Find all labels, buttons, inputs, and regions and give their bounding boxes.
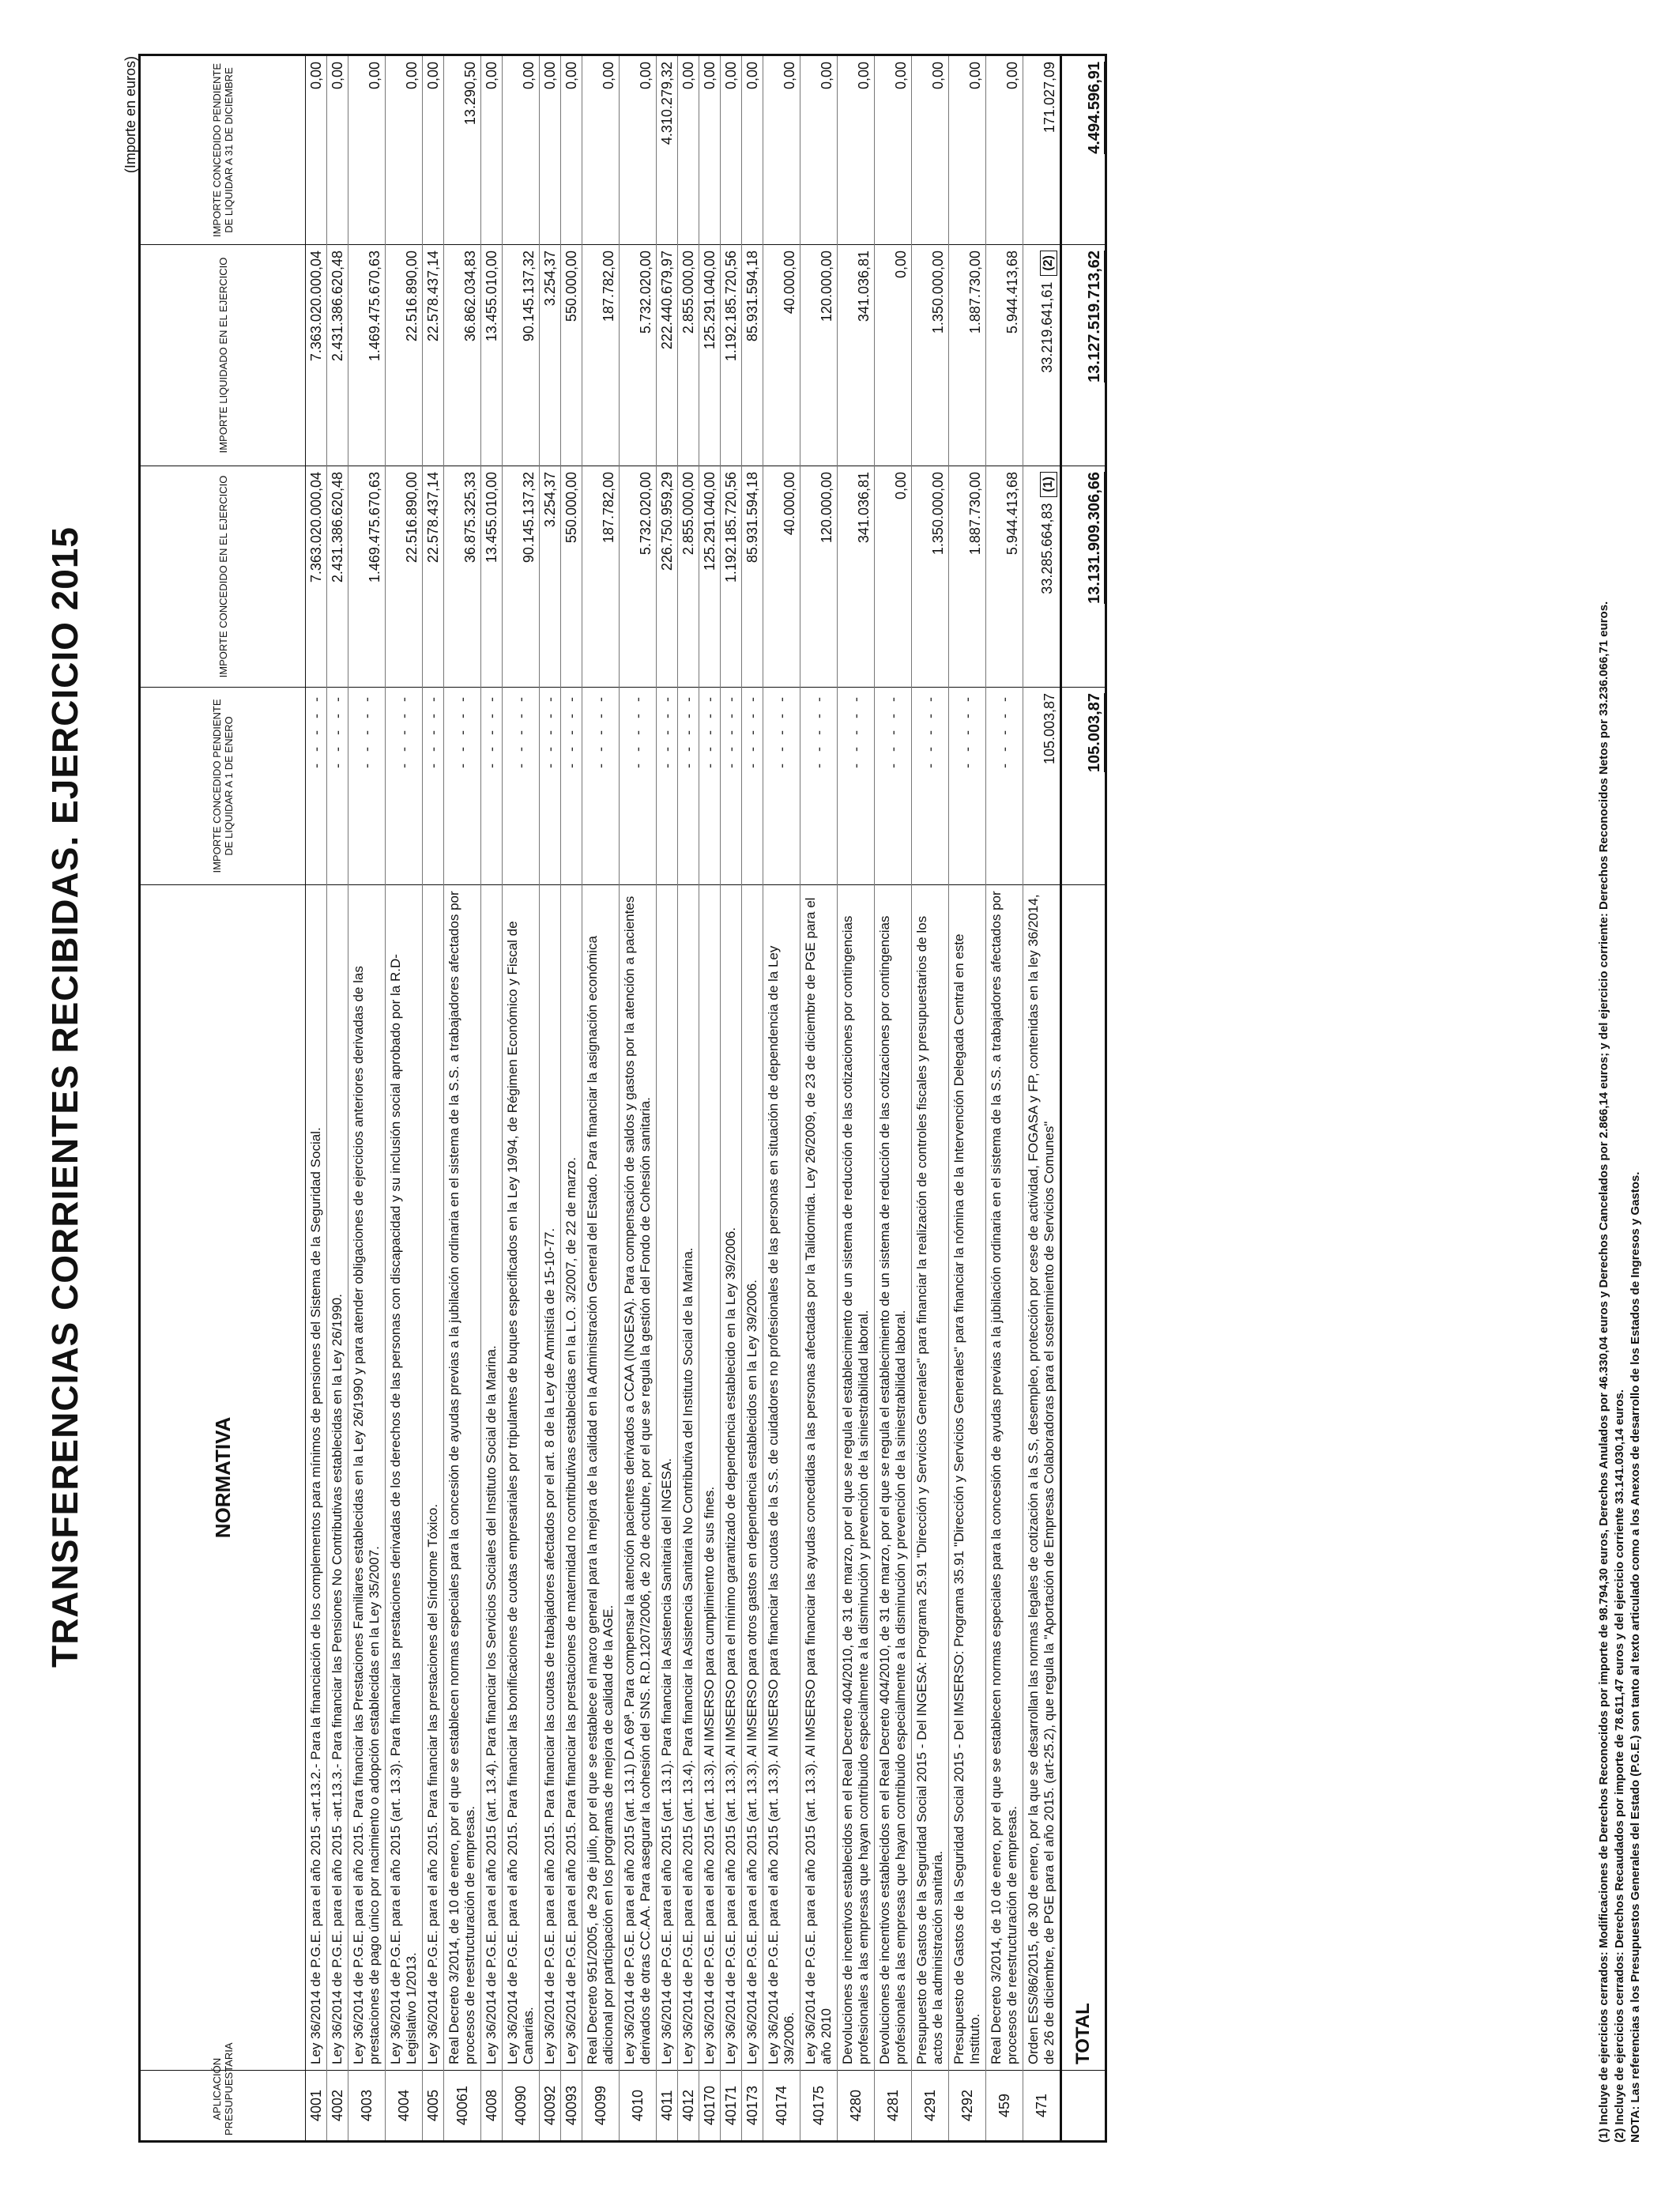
row-pendiente-dic: 0,00 — [386, 55, 423, 245]
table-row — [561, 55, 582, 2142]
row-code: 40092 — [540, 2071, 561, 2142]
row-pendiente-dic: 0,00 — [327, 55, 348, 245]
page-title: TRANSFERENCIAS CORRIENTES RECIBIDAS. EJERCICIO 2015 — [44, 526, 85, 1668]
row-pendiente-enero: - - - - - — [481, 688, 503, 885]
row-pendiente-dic: 0,00 — [742, 55, 763, 245]
row-pendiente-dic: 0,00 — [582, 55, 620, 245]
table-row — [838, 55, 875, 2142]
header-normativa: NORMATIVA — [140, 885, 306, 2071]
row-liquidado: 90.145.137,32 — [503, 245, 540, 466]
row-liquidado: 1.469.475.670,63 — [348, 245, 386, 466]
row-liquidado: 125.291.040,00 — [699, 245, 721, 466]
row-concedido: 7.363.020.000,04 — [306, 466, 327, 688]
row-pendiente-enero: 105.003,87 — [1023, 688, 1061, 885]
row-concedido: 36.875.325,33 — [444, 466, 481, 688]
row-pendiente-dic: 0,00 — [306, 55, 327, 245]
row-code: 4003 — [348, 2071, 386, 2142]
row-pendiente-dic: 0,00 — [763, 55, 800, 245]
table-row — [348, 55, 386, 2142]
row-liquidado: 36.862.034,83 — [444, 245, 481, 466]
table-row — [699, 55, 721, 2142]
row-liquidado: 22.578.437,14 — [423, 245, 444, 466]
row-concedido: 3.254,37 — [540, 466, 561, 688]
row-concedido: 1.469.475.670,63 — [348, 466, 386, 688]
row-normativa: Ley 36/2014 de P.G.E. para el año 2015 (art. 13.3). Al IMSERSO para otros gastos en dependencia establecidos en la Ley 39/2006. — [742, 885, 763, 2071]
total-concedido: 13.131.909.306,66 — [1061, 466, 1106, 688]
row-liquidado: 550.000,00 — [561, 245, 582, 466]
row-concedido: 85.931.594,18 — [742, 466, 763, 688]
row-normativa: Ley 36/2014 de P.G.E. para el año 2015. Para financiar las bonificaciones de cuotas empresariales por tripulantes de buques especificados en la Ley 19/94, de Régimen Económico y Fiscal de Canarias. — [503, 885, 540, 2071]
row-pendiente-enero: - - - - - — [582, 688, 620, 885]
row-pendiente-enero: - - - - - — [742, 688, 763, 885]
row-pendiente-enero: - - - - - — [763, 688, 800, 885]
row-pendiente-enero: - - - - - — [561, 688, 582, 885]
row-pendiente-enero: - - - - - — [800, 688, 838, 885]
row-pendiente-enero: - - - - - — [912, 688, 949, 885]
header-concedido: IMPORTE CONCEDIDO EN EL EJERCICIO — [140, 466, 306, 688]
row-liquidado: 2.431.386.620,48 — [327, 245, 348, 466]
row-code: 459 — [986, 2071, 1023, 2142]
total-enero: 105.003,87 — [1061, 688, 1106, 885]
row-code: 4004 — [386, 2071, 423, 2142]
total-label: TOTAL — [1061, 885, 1106, 2071]
row-liquidado: 341.036,81 — [838, 245, 875, 466]
row-code: 4002 — [327, 2071, 348, 2142]
table-row — [986, 55, 1023, 2142]
row-pendiente-enero: - - - - - — [699, 688, 721, 885]
row-pendiente-enero: - - - - - — [678, 688, 699, 885]
row-code: 40171 — [721, 2071, 742, 2142]
row-concedido: 5.732.020,00 — [620, 466, 657, 688]
table-row — [657, 55, 678, 2142]
table-row — [386, 55, 423, 2142]
row-code: 40093 — [561, 2071, 582, 2142]
header-aplicacion: APLICACIÓN PRESUPUESTARIA — [140, 2071, 306, 2142]
row-normativa: Ley 36/2014 de P.G.E. para el año 2015 -art.13.3.- Para financiar las Pensiones No Contributivas establecidas en la Ley 26/1990. — [327, 885, 348, 2071]
table-row — [582, 55, 620, 2142]
row-pendiente-dic: 4.310.279,32 — [657, 55, 678, 245]
row-pendiente-dic: 0,00 — [912, 55, 949, 245]
row-concedido: 13.455.010,00 — [481, 466, 503, 688]
row-pendiente-enero: - - - - - — [327, 688, 348, 885]
row-code: 40099 — [582, 2071, 620, 2142]
table-row — [800, 55, 838, 2142]
row-code: 40174 — [763, 2071, 800, 2142]
row-liquidado: 2.855.000,00 — [678, 245, 699, 466]
row-code: 4008 — [481, 2071, 503, 2142]
row-concedido: 1.887.730,00 — [949, 466, 986, 688]
footnote-mark-2: (2) — [1040, 251, 1057, 276]
row-concedido: 125.291.040,00 — [699, 466, 721, 688]
table-row — [327, 55, 348, 2142]
row-normativa: Orden ESS/86/2015, de 30 de enero, por la que se desarrollan las normas legales de cotización a la S.S, desempleo, protección por cese de actividad, FOGASA y FP, contenidas en la ley 36/2014, de 26 de diciembre, de PGE para el año 2015. (art-25.2), que regula la "Aportación de Empresas Colaboradoras para el sostenimiento de Servicios Comunes" — [1023, 885, 1061, 2071]
row-normativa: Real Decreto 3/2014, de 10 de enero, por el que se establecen normas especiales para la concesión de ayudas previas a la jubilación ordinaria en el sistema de la S.S. a trabajadores afectados por procesos de reestructuración de empresas. — [444, 885, 481, 2071]
row-code: 471 — [1023, 2071, 1061, 2142]
total-dic: 4.494.596,91 — [1061, 55, 1106, 245]
row-pendiente-enero: - - - - - — [348, 688, 386, 885]
row-code: 4010 — [620, 2071, 657, 2142]
total-row — [1061, 55, 1106, 2142]
row-normativa: Ley 36/2014 de P.G.E. para el año 2015 (art. 13.1) D.A 69ª. Para compensar la atención pacientes derivados a CCAA (INGESA). Para compensación de saldos y gastos por la atención a pacientes derivados de otras CC.AA. Para asegurar la cohesión del SNS. R.D.1207/2006, de 20 de octubre, por el que se regula la gestión del Fondo de Cohesión sanitaria. — [620, 885, 657, 2071]
row-concedido: 2.431.386.620,48 — [327, 466, 348, 688]
table-row — [503, 55, 540, 2142]
row-liquidado: 5.944.413,68 — [986, 245, 1023, 466]
row-concedido: 0,00 — [875, 466, 912, 688]
row-pendiente-enero: - - - - - — [540, 688, 561, 885]
row-pendiente-dic: 171.027,09 — [1023, 55, 1061, 245]
row-normativa: Devoluciones de incentivos establecidos en el Real Decreto 404/2010, de 31 de marzo, por el que se regula el establecimiento de un sistema de reducción de las cotizaciones por contingencias profesionales a las empresas que hayan contribuido especialmente a la disminución y prevención de la siniestrabilidad laboral. — [838, 885, 875, 2071]
row-pendiente-dic: 0,00 — [678, 55, 699, 245]
table-row — [540, 55, 561, 2142]
row-code: 4280 — [838, 2071, 875, 2142]
row-concedido: 226.750.959,29 — [657, 466, 678, 688]
row-concedido: 2.855.000,00 — [678, 466, 699, 688]
footnotes — [1596, 56, 1644, 2143]
row-concedido: 40.000,00 — [763, 466, 800, 688]
row-pendiente-dic: 0,00 — [620, 55, 657, 245]
row-liquidado: 40.000,00 — [763, 245, 800, 466]
row-liquidado: 5.732.020,00 — [620, 245, 657, 466]
row-concedido: 1.192.185.720,56 — [721, 466, 742, 688]
row-concedido: 120.000,00 — [800, 466, 838, 688]
row-normativa: Ley 36/2014 de P.G.E. para el año 2015. Para financiar las Prestaciones Familiares establecidas en la Ley 26/1990 y para atender obligaciones de ejercicios anteriores derivadas de las prestaciones de pago único por nacimiento o adopción establecidas en la Ley 35/2007. — [348, 885, 386, 2071]
row-normativa: Ley 36/2014 de P.G.E. para el año 2015 (art. 13.4). Para financiar los Servicios Sociales del Instituto Social de la Marina. — [481, 885, 503, 2071]
footnote-1: (1) Incluye de ejercicios cerrados: Modificaciones de Derechos Reconocidos por importe de 98.794,30 euros, Derechos Anulados por 46.330,04 euros y Derechos Cancelados por 2.866,14 euros; y del ejercicio corriente: Derechos Reconocidos Netos por 33.236.066,71 euros. — [1597, 601, 1610, 2143]
row-concedido: 5.944.413,68 — [986, 466, 1023, 688]
transfers-table — [138, 54, 1107, 2143]
row-code: 4005 — [423, 2071, 444, 2142]
row-pendiente-dic: 13.290,50 — [444, 55, 481, 245]
row-liquidado: 22.516.890,00 — [386, 245, 423, 466]
row-pendiente-dic: 0,00 — [561, 55, 582, 245]
header-pendiente-enero: IMPORTE CONCEDIDO PENDIENTE DE LIQUIDAR A 1 DE ENERO — [140, 688, 306, 885]
row-concedido: 550.000,00 — [561, 466, 582, 688]
row-pendiente-enero: - - - - - — [986, 688, 1023, 885]
row-pendiente-enero: - - - - - — [949, 688, 986, 885]
table-row — [949, 55, 986, 2142]
row-concedido: 1.350.000,00 — [912, 466, 949, 688]
row-pendiente-dic: 0,00 — [699, 55, 721, 245]
row-code: 4292 — [949, 2071, 986, 2142]
row-normativa: Ley 36/2014 de P.G.E. para el año 2015 (art. 13.3). Al IMSERSO para financiar las cuotas de la S.S. de cuidadores no profesionales de las personas en situación de dependencia de la Ley 39/2006. — [763, 885, 800, 2071]
table-row — [444, 55, 481, 2142]
total-liquidado: 13.127.519.713,62 — [1061, 245, 1106, 466]
row-code: 4001 — [306, 2071, 327, 2142]
row-pendiente-dic: 0,00 — [423, 55, 444, 245]
row-normativa: Ley 36/2014 de P.G.E. para el año 2015. Para financiar las prestaciones de maternidad no contributivas establecidas en la L.O. 3/2007, de 22 de marzo. — [561, 885, 582, 2071]
row-pendiente-dic: 0,00 — [875, 55, 912, 245]
row-liquidado: 85.931.594,18 — [742, 245, 763, 466]
row-pendiente-dic: 0,00 — [838, 55, 875, 245]
unit-note: (Importe en euros) — [122, 56, 138, 174]
row-concedido: 33.285.664,83(1) — [1023, 466, 1061, 688]
row-code: 4011 — [657, 2071, 678, 2142]
row-liquidado: 187.782,00 — [582, 245, 620, 466]
row-code: 40170 — [699, 2071, 721, 2142]
table-row — [423, 55, 444, 2142]
row-normativa: Ley 36/2014 de P.G.E. para el año 2015 -art.13.2.- Para la financiación de los complementos para mínimos de pensiones del Sistema de la Seguridad Social. — [306, 885, 327, 2071]
row-normativa: Ley 36/2014 de P.G.E. para el año 2015. Para financiar las prestaciones del Síndrome Tóxico. — [423, 885, 444, 2071]
row-normativa: Ley 36/2014 de P.G.E. para el año 2015 (art. 13.3). Para financiar las prestaciones derivadas de los derechos de las personas con discapacidad y su inclusión social aprobado por la R.D-Legislativo 1/2013. — [386, 885, 423, 2071]
row-pendiente-enero: - - - - - — [838, 688, 875, 885]
row-pendiente-dic: 0,00 — [986, 55, 1023, 245]
row-pendiente-dic: 0,00 — [540, 55, 561, 245]
row-normativa: Ley 36/2014 de P.G.E. para el año 2015 (art. 13.3). Al IMSERSO para financiar las ayudas concedidas a las personas afectadas por la Talidomida. Ley 26/2009, de 23 de diciembre de PGE para el año 2010 — [800, 885, 838, 2071]
row-pendiente-enero: - - - - - — [423, 688, 444, 885]
row-code: 40061 — [444, 2071, 481, 2142]
row-liquidado: 1.350.000,00 — [912, 245, 949, 466]
row-liquidado: 13.455.010,00 — [481, 245, 503, 466]
table-body — [306, 55, 1106, 2142]
row-concedido: 22.516.890,00 — [386, 466, 423, 688]
table-row — [912, 55, 949, 2142]
row-concedido: 341.036,81 — [838, 466, 875, 688]
table-header-row — [140, 55, 306, 2142]
table-row — [742, 55, 763, 2142]
footnote-mark-1: (1) — [1040, 472, 1057, 497]
row-pendiente-enero: - - - - - — [657, 688, 678, 885]
total-code-cell — [1061, 2071, 1106, 2142]
row-normativa: Presupuesto de Gastos de la Seguridad Social 2015 - Del IMSERSO: Programa 35.91 "Dirección y Servicios Generales" para financiar la nómina de la Intervención Delegada Central en este Instituto. — [949, 885, 986, 2071]
row-code: 40090 — [503, 2071, 540, 2142]
row-pendiente-enero: - - - - - — [875, 688, 912, 885]
footnote-nota: NOTA: Las referencias a los Presupuestos Generales del Estado (P.G.E.) son tanto al texto articulado como a los Anexos de desarrollo de los Estados de Ingresos y Gastos. — [1629, 1171, 1642, 2143]
row-liquidado: 1.192.185.720,56 — [721, 245, 742, 466]
table-row — [763, 55, 800, 2142]
row-code: 4291 — [912, 2071, 949, 2142]
row-concedido: 187.782,00 — [582, 466, 620, 688]
row-code: 40173 — [742, 2071, 763, 2142]
row-pendiente-enero: - - - - - — [503, 688, 540, 885]
table-row — [678, 55, 699, 2142]
row-pendiente-dic: 0,00 — [348, 55, 386, 245]
row-concedido: 22.578.437,14 — [423, 466, 444, 688]
row-normativa: Devoluciones de incentivos establecidos en el Real Decreto 404/2010, de 31 de marzo, por el que se regula el establecimiento de un sistema de reducción de las cotizaciones por contingencias profesionales a las empresas que hayan contribuido especialmente a la disminución y prevención de la siniestrabilidad laboral. — [875, 885, 912, 2071]
row-liquidado: 120.000,00 — [800, 245, 838, 466]
row-liquidado: 1.887.730,00 — [949, 245, 986, 466]
row-pendiente-dic: 0,00 — [949, 55, 986, 245]
row-pendiente-dic: 0,00 — [503, 55, 540, 245]
row-normativa: Ley 36/2014 de P.G.E. para el año 2015 (art. 13.1). Para financiar la Asistencia Sanitaria del INGESA. — [657, 885, 678, 2071]
row-pendiente-enero: - - - - - — [620, 688, 657, 885]
row-liquidado: 0,00 — [875, 245, 912, 466]
row-pendiente-enero: - - - - - — [306, 688, 327, 885]
table-row — [721, 55, 742, 2142]
header-pendiente-dic: IMPORTE CONCEDIDO PENDIENTE DE LIQUIDAR A 31 DE DICIEMBRE — [140, 55, 306, 245]
row-pendiente-enero: - - - - - — [444, 688, 481, 885]
table-row — [875, 55, 912, 2142]
table-row — [1023, 55, 1061, 2142]
row-pendiente-enero: - - - - - — [721, 688, 742, 885]
row-pendiente-dic: 0,00 — [481, 55, 503, 245]
row-pendiente-dic: 0,00 — [800, 55, 838, 245]
row-liquidado: 3.254,37 — [540, 245, 561, 466]
row-normativa: Real Decreto 3/2014, de 10 de enero, por el que se establecen normas especiales para la concesión de ayudas previas a la jubilación ordinaria en el sistema de la S.S. a trabajadores afectados por procesos de reestructuración de empresas. — [986, 885, 1023, 2071]
row-liquidado: 33.219.641,61(2) — [1023, 245, 1061, 466]
table-row — [481, 55, 503, 2142]
row-pendiente-dic: 0,00 — [721, 55, 742, 245]
row-code: 40175 — [800, 2071, 838, 2142]
row-code: 4012 — [678, 2071, 699, 2142]
row-normativa: Ley 36/2014 de P.G.E. para el año 2015. Para financiar las cuotas de trabajadores afectados por el art. 8 de la Ley de Amnistía de 15-10-77. — [540, 885, 561, 2071]
row-liquidado: 222.440.679,97 — [657, 245, 678, 466]
row-concedido: 90.145.137,32 — [503, 466, 540, 688]
row-normativa: Ley 36/2014 de P.G.E. para el año 2015 (art. 13.4). Para financiar la Asistencia Sanitaria No Contributiva del Instituto Social de la Marina. — [678, 885, 699, 2071]
footnote-2: (2) Incluye de ejercicios cerrados: Derechos Recaudados por importe de 78.611,47 euros y del ejercicio corriente 33.141.030,14 euros. — [1613, 1389, 1626, 2143]
row-normativa: Ley 36/2014 de P.G.E. para el año 2015 (art. 13.3). Al IMSERSO para el mínimo garantizado de dependencia establecido en la Ley 39/2006. — [721, 885, 742, 2071]
row-code: 4281 — [875, 2071, 912, 2142]
row-normativa: Real Decreto 951/2005, de 29 de julio, por el que se establece el marco general para la mejora de la calidad en la Administración General del Estado. Para financiar la asignación económica adicional por participación en los programas de mejora de calidad de la AGE. — [582, 885, 620, 2071]
row-normativa: Presupuesto de Gastos de la Seguridad Social 2015 - Del INGESA: Programa 25.91 "Dirección y Servicios Generales" para financiar la realización de controles fiscales y presupuestarios de los actos de la administración sanitaria. — [912, 885, 949, 2071]
row-pendiente-enero: - - - - - — [386, 688, 423, 885]
table-row — [306, 55, 327, 2142]
header-liquidado: IMPORTE LIQUIDADO EN EL EJERCICIO — [140, 245, 306, 466]
table-row — [620, 55, 657, 2142]
row-liquidado: 7.363.020.000,04 — [306, 245, 327, 466]
row-normativa: Ley 36/2014 de P.G.E. para el año 2015 (art. 13.3). Al IMSERSO para cumplimiento de sus fines. — [699, 885, 721, 2071]
